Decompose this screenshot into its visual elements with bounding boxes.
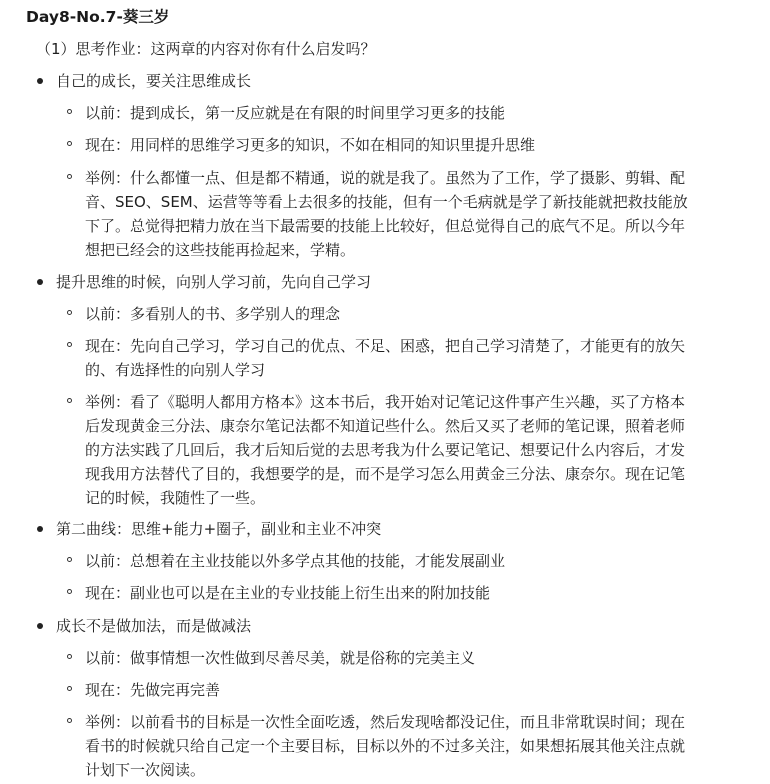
text-line: 想把已经会的这些技能再捡起来，学精。 — [85, 241, 356, 259]
sub-bullet: 以前：提到成长，第一反应就是在有限的时间里学习更多的技能 — [85, 101, 730, 125]
sub-bullet — [85, 334, 730, 382]
text-line: 计划下一次阅读。 — [85, 761, 206, 779]
bullet-heading: 成长不是做加法，而是做减法 — [56, 614, 746, 638]
text-line: 举例：以前看书的目标是一次性全面吃透，然后发现啥都没记住，而且非常耽误时间；现在 — [85, 713, 686, 731]
sub-bullet — [85, 710, 730, 782]
bullet-heading: 提升思维的时候，向别人学习前，先向自己学习 — [56, 270, 746, 294]
sub-bullet: 以前：多看别人的书、多学别人的理念 — [85, 302, 730, 326]
text-line: 现我用方法替代了目的，我想要学的是，而不是学习怎么用黄金三分法、康奈尔。现在记笔 — [85, 465, 686, 483]
text-line: 的、有选择性的向别人学习 — [85, 361, 266, 379]
text-line: 的方法实践了几回后，我才后知后觉的去思考我为什么要记笔记、想要记什么内容后，才发 — [85, 441, 686, 459]
page-title: Day8-No.7-葵三岁 — [26, 8, 170, 26]
sub-bullet — [85, 166, 730, 262]
text-line: 举例：看了《聪明人都用方格本》这本书后，我开始对记笔记这件事产生兴趣，买了方格本 — [85, 393, 686, 411]
text-line: 举例：什么都懂一点、但是都不精通，说的就是我了。虽然为了工作，学了摄影、剪辑、配 — [85, 169, 686, 187]
sub-bullet: 现在：副业也可以是在主业的专业技能上衍生出来的附加技能 — [85, 581, 730, 605]
bullet-heading: 第二曲线：思维+能力+圈子，副业和主业不冲突 — [56, 517, 746, 541]
text-line: 后发现黄金三分法、康奈尔笔记法都不知道记些什么。然后又买了老师的笔记课，照着老师 — [85, 417, 686, 435]
text-line: 现在：先向自己学习，学习自己的优点、不足、困惑，把自己学习清楚了，才能更有的放矢 — [85, 337, 686, 355]
sub-bullet: 现在：用同样的思维学习更多的知识，不如在相同的知识里提升思维 — [85, 133, 730, 157]
sub-bullet — [85, 390, 730, 510]
sub-bullet: 现在：先做完再完善 — [85, 678, 730, 702]
text-line: 记的时候，我随性了一些。 — [85, 489, 266, 507]
bullet-heading: 自己的成长，要关注思维成长 — [56, 69, 746, 93]
text-line: 下了。总觉得把精力放在当下最需要的技能上比较好，但总觉得自己的底气不足。所以今年 — [85, 217, 686, 235]
question-line: （1）思考作业：这两章的内容对你有什么启发吗？ — [36, 40, 376, 58]
sub-bullet: 以前：总想着在主业技能以外多学点其他的技能，才能发展副业 — [85, 549, 730, 573]
text-line: 音、SEO、SEM、运营等等看上去很多的技能，但有一个毛病就是学了新技能就把救技能放 — [85, 193, 688, 211]
sub-bullet: 以前：做事情想一次性做到尽善尽美，就是俗称的完美主义 — [85, 646, 730, 670]
text-line: 看书的时候就只给自己定一个主要目标，目标以外的不过多关注，如果想拓展其他关注点就 — [85, 737, 686, 755]
